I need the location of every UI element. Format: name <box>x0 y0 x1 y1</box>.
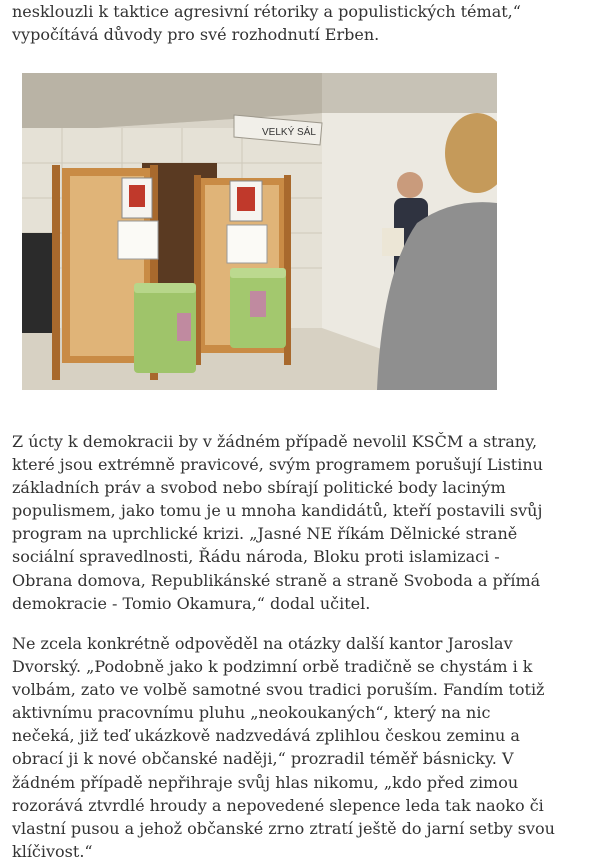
text-line: program na uprchlické krizi. „Jasné NE říkám Dělnické straně <box>12 524 518 544</box>
text-line: nečeká, již teď ukázkově nadzvedává zplihlou českou zeminu a <box>12 726 520 746</box>
text-line: které jsou extrémně pravicové, svým programem porušují Listinu <box>12 455 543 475</box>
text-line: Ne zcela konkrétně odpověděl na otázky další kantor Jaroslav <box>12 634 513 653</box>
article-paragraph-teacher-statement <box>12 430 543 615</box>
text-line: obrací ji k nové občanské naději,“ prozradil téměř básnicky. V <box>12 749 514 769</box>
text-line: nesklouzli k taktice agresivní rétoriky a populistických témat,“ <box>12 2 521 21</box>
text-line: vlastní pusou a jehož občanské zrno ztratí ještě do jarní setby svou <box>12 818 555 838</box>
hall-sign-text: VELKÝ SÁL <box>262 127 316 138</box>
text-line: aktivnímu pracovnímu pluhu „neokoukaných“, který na nic <box>12 703 491 723</box>
text-line: Z úcty k demokracii by v žádném případě nevolil KSČM a strany, <box>12 432 538 451</box>
text-line: žádném případě nepřihraje svůj hlas nikomu, „kdo před zimou <box>12 772 519 792</box>
text-line: populismem, jako tomu je u mnoha kandidátů, kteří postavili svůj <box>12 501 543 521</box>
text-line: volbám, zato ve volbě samotné svou tradici poruším. Fandím totiž <box>12 680 545 700</box>
text-line: vypočítává důvody pro své rozhodnutí Erben. <box>12 25 380 45</box>
text-line: demokracie - Tomio Okamura,“ dodal učitel. <box>12 593 371 613</box>
article-paragraph-intro-end <box>12 0 521 46</box>
article-paragraph-dvorsky <box>12 632 555 863</box>
text-line: rozorává ztvrdlé hroudy a nepovedené slepence leda tak naoko či <box>12 795 544 815</box>
ballot-box-right <box>230 268 286 348</box>
text-line: Dvorský. „Podobně jako k podzimní orbě tradičně se chystám i k <box>12 657 533 677</box>
text-line: klíčivost.“ <box>12 841 93 861</box>
article-photo-polling-booths <box>22 73 497 390</box>
ballot-box-left <box>134 283 196 373</box>
text-line: Obrana domova, Republikánské straně a straně Svoboda a přímá <box>12 570 541 590</box>
text-line: sociální spravedlnosti, Řádu národa, Bloku proti islamizaci - <box>12 547 500 567</box>
text-line: základních práv a svobod nebo sbírají politické body laciným <box>12 478 506 498</box>
